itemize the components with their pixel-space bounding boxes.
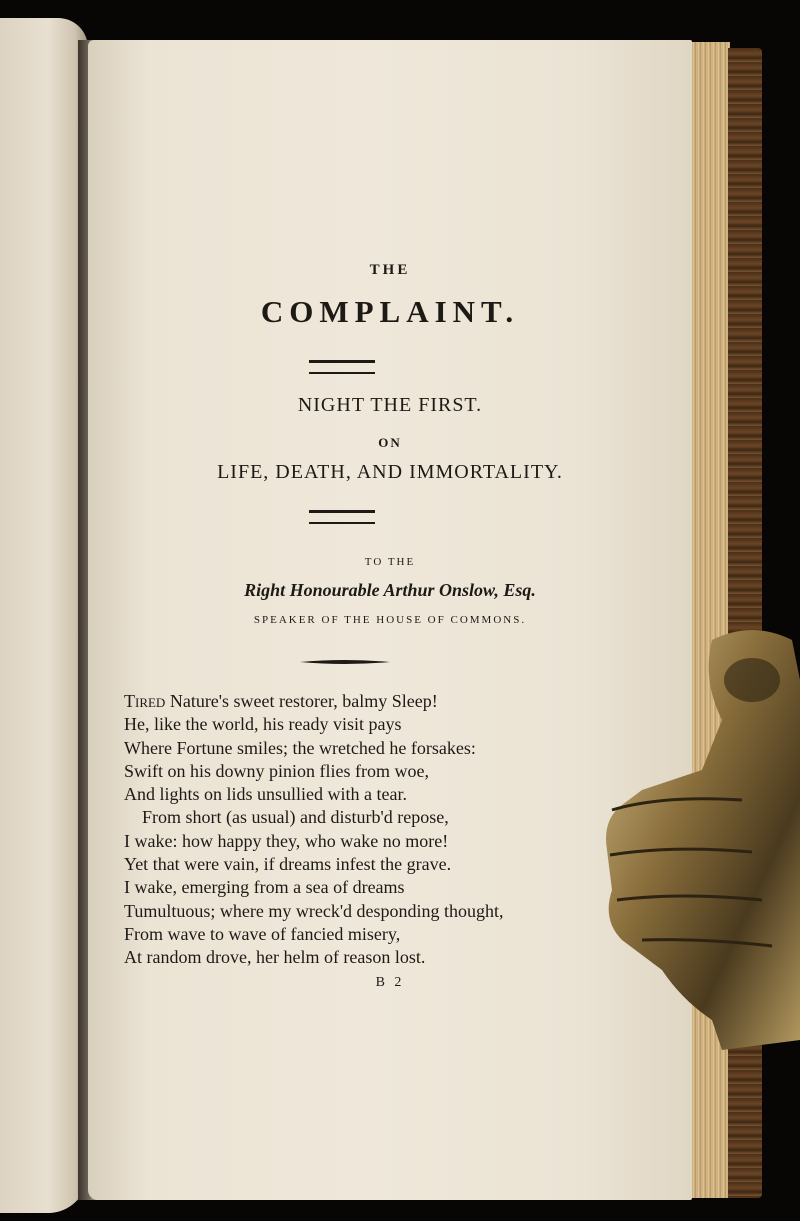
poem-text [124, 690, 644, 970]
poem-first-line-rest: Nature's sweet restorer, balmy Sleep! [165, 691, 438, 711]
dedicatee-name: Right Honourable Arthur Onslow, Esq. [244, 580, 536, 600]
night-heading: NIGHT THE FIRST. [297, 394, 483, 416]
poem-line: I wake, emerging from a sea of dreams [124, 877, 405, 898]
poem-line: Yet that were vain, if dreams infest the grave. [124, 854, 452, 875]
brass-hand-page-holder [602, 620, 800, 1070]
dedicatee-office: SPEAKER OF THE HOUSE OF COMMONS. [253, 614, 527, 626]
poem-line: He, like the world, his ready visit pays [124, 714, 402, 735]
signature-mark: B 2 [375, 975, 405, 990]
poem-line: Tumultuous; where my wreck'd desponding thought, [124, 900, 504, 921]
subtitle: LIFE, DEATH, AND IMMORTALITY. [217, 461, 563, 483]
ornament-divider [300, 658, 390, 666]
poem-line: Swift on his downy pinion flies from woe, [124, 760, 429, 781]
poem-line: From short (as usual) and disturb'd repose, [142, 807, 449, 828]
double-rule-top [309, 360, 375, 374]
poem-line: At random drove, her helm of reason lost. [124, 947, 426, 968]
poem-line [124, 690, 644, 713]
poem-line: From wave to wave of fancied misery, [124, 923, 401, 944]
on-label: ON [378, 435, 402, 450]
double-rule-bottom [309, 510, 375, 524]
poem-line: And lights on lids unsullied with a tear. [124, 784, 407, 805]
title-complaint: COMPLAINT. [260, 294, 520, 329]
title-the: THE [369, 262, 411, 278]
to-the-label: TO THE [364, 556, 416, 568]
poem-line: I wake: how happy they, who wake no more! [124, 830, 449, 851]
poem-line: Where Fortune smiles; the wretched he forsakes: [124, 737, 476, 758]
poem-first-word: Tired [124, 691, 166, 711]
left-page [0, 18, 88, 1213]
